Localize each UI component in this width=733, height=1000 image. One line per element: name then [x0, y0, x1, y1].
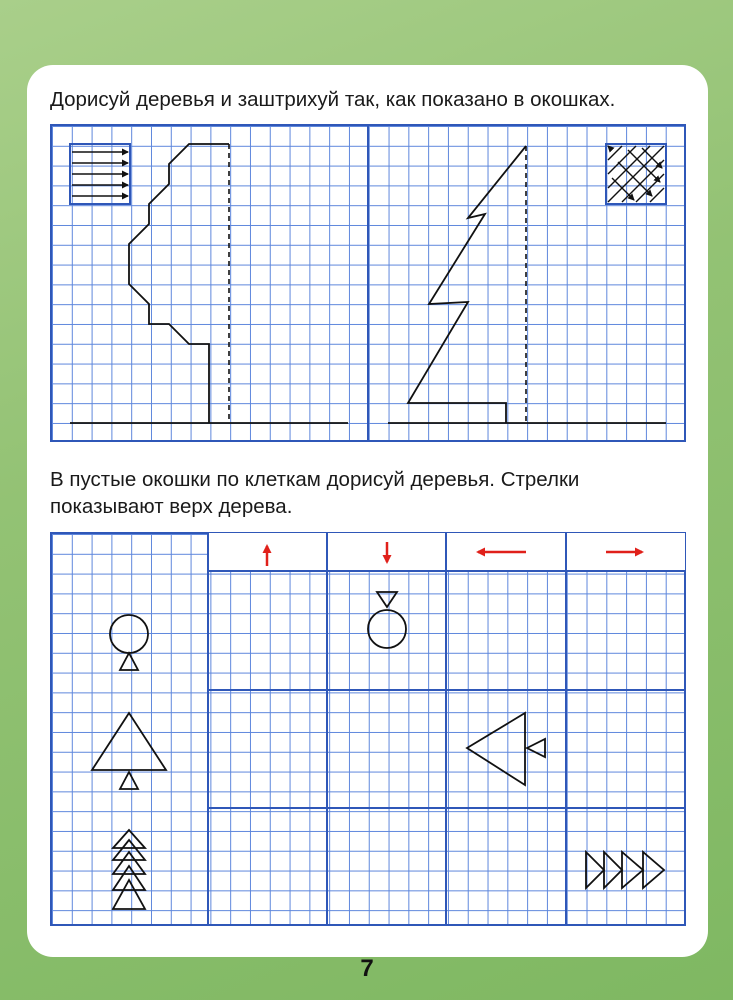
bottom-grid-dividers [208, 532, 686, 926]
sample-triangle-tree [92, 713, 166, 789]
triangle-tree-pointing-left [467, 713, 545, 785]
round-tree-pointing-down [368, 592, 406, 648]
sample-round-tree [110, 615, 148, 670]
task1-instruction: Дорисуй деревья и заштрихуй так, как показано в окошках. [50, 88, 616, 111]
hatch-sample-diagonal [606, 144, 666, 204]
tree-half-deciduous [70, 144, 348, 423]
page-number: 7 [360, 955, 374, 982]
task2-instruction-line2: показывают верх дерева. [50, 495, 293, 518]
tree-half-fir [388, 146, 666, 423]
fir-tree-pointing-right [586, 852, 664, 888]
hatch-sample-horizontal [70, 144, 130, 204]
sample-fir-tree [113, 830, 145, 909]
task2-instruction-line1: В пустые окошки по клеткам дорисуй деревья. Стрелки [50, 468, 580, 491]
